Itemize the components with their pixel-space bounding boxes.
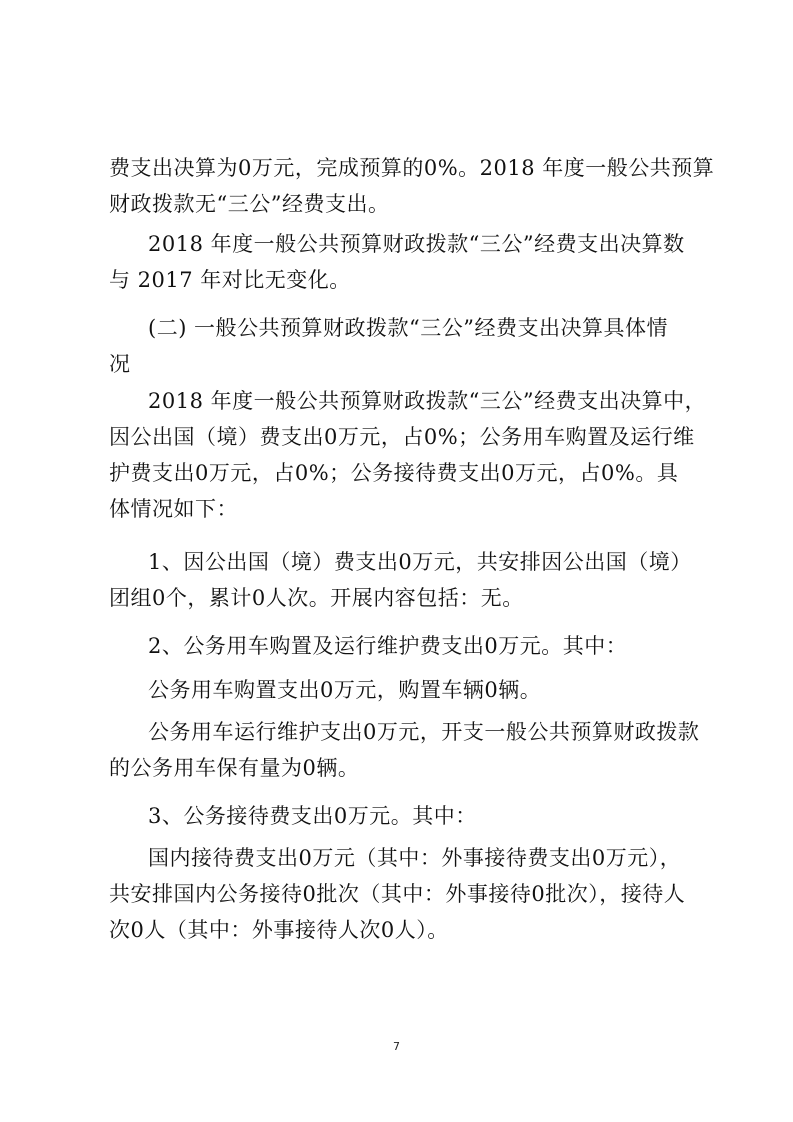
text-line: 护费支出0万元，占0%；公务接待费支出0万元，占0%。具 — [109, 461, 679, 485]
paragraph-reception-expenses — [0, 798, 793, 834]
text-line: 的公务用车保有量为0辆。 — [109, 756, 360, 780]
paragraph-overseas-trips — [0, 544, 793, 616]
text-line: 公务用车运行维护支出0万元，开支一般公共预算财政拨款 — [148, 720, 700, 744]
paragraph-vehicle-purchase — [0, 672, 793, 708]
text-line: 因公出国（境）费支出0万元，占0%；公务用车购置及运行维 — [109, 425, 695, 449]
paragraph-vehicle-expenses — [0, 628, 793, 664]
text-line: 次0人（其中：外事接待人次0人）。 — [109, 918, 449, 942]
text-line: 2、公务用车购置及运行维护费支出0万元。其中： — [148, 634, 628, 658]
paragraph-vehicle-maintenance — [0, 714, 793, 786]
text-line: 共安排国内公务接待0批次（其中：外事接待0批次），接待人 — [109, 882, 686, 906]
text-line: 2018 年度一般公共预算财政拨款“三公”经费支出决算数 — [148, 232, 685, 256]
paragraph-domestic-reception — [0, 840, 793, 948]
text-line: 2018 年度一般公共预算财政拨款“三公”经费支出决算中， — [148, 389, 707, 413]
text-line: 团组0个，累计0人次。开展内容包括：无。 — [109, 586, 524, 610]
section-heading-specific-situation — [0, 310, 793, 382]
paragraph-breakdown-summary — [0, 383, 793, 527]
text-line: 3、公务接待费支出0万元。其中： — [148, 804, 477, 828]
text-line: 公务用车购置支出0万元，购置车辆0辆。 — [148, 678, 542, 702]
text-line: 费支出决算为0万元，完成预算的0%。2018 年度一般公共预算 — [109, 156, 715, 180]
text-line: 况 — [109, 352, 131, 376]
text-line: 1、因公出国（境）费支出0万元，共安排因公出国（境） — [148, 550, 692, 574]
text-line: 体情况如下： — [109, 497, 238, 521]
text-line: (二) 一般公共预算财政拨款“三公”经费支出决算具体情 — [148, 316, 669, 340]
paragraph-three-public-total — [0, 150, 793, 222]
text-line: 财政拨款无“三公”经费支出。 — [109, 192, 390, 216]
paragraph-year-comparison — [0, 226, 793, 298]
text-line: 国内接待费支出0万元（其中：外事接待费支出0万元）， — [148, 846, 682, 870]
page-number: 7 — [393, 1040, 400, 1053]
text-line: 与 2017 年对比无变化。 — [109, 268, 351, 292]
